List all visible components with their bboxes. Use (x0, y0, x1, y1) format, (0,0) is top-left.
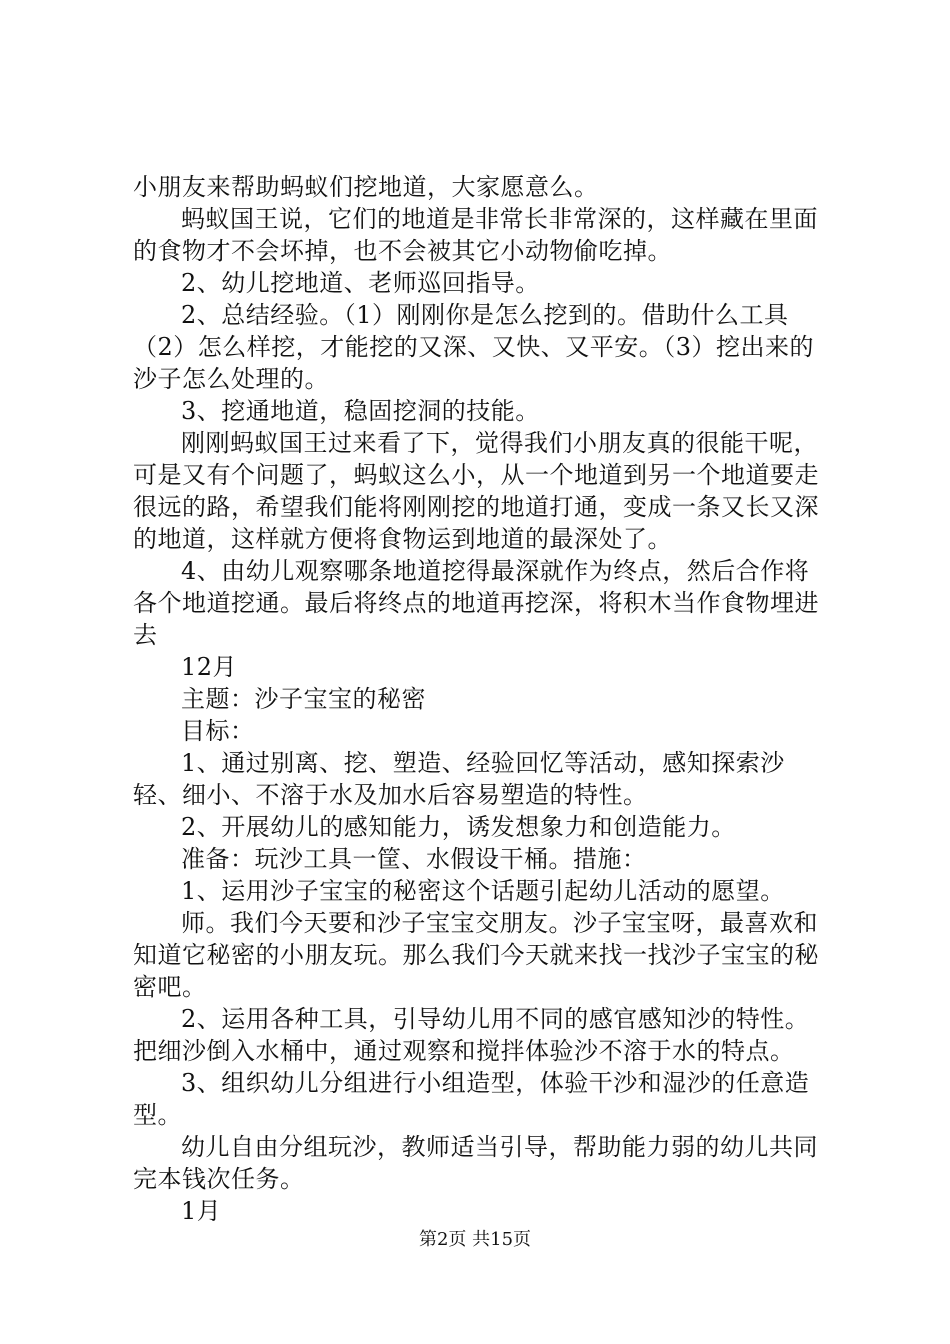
paragraph: 3、组织幼儿分组进行小组造型，体验干沙和湿沙的任意造型。 (133, 1069, 810, 1129)
paragraph: 准备：玩沙工具一筐、水假设干桶。措施： (181, 845, 647, 873)
section-month: 1月 (181, 1197, 222, 1225)
paragraph: 师。我们今天要和沙子宝宝交朋友。沙子宝宝呀，最喜欢和知道它秘密的小朋友玩。那么我们今天就来找一找沙子宝宝的秘密吧。 (133, 909, 819, 1001)
paragraph: 1、运用沙子宝宝的秘密这个话题引起幼儿活动的愿望。 (181, 877, 785, 905)
paragraph: 小朋友来帮助蚂蚁们挖地道，大家愿意么。 (133, 173, 599, 201)
section-goal-heading: 目标： (181, 717, 255, 745)
paragraph: 2、总结经验。（1）刚刚你是怎么挖到的。借助什么工具（2）怎么样挖，才能挖的又深、又快、又平安。（3）挖出来的沙子怎么处理的。 (133, 301, 815, 393)
paragraph: 刚刚蚂蚁国王过来看了下，觉得我们小朋友真的很能干呢，可是又有个问题了，蚂蚁这么小，从一个地道到另一个地道要走很远的路，希望我们能将刚刚挖的地道打通，变成一条又长又深的地道，这样就方便将食物运到地道的最深处了。 (133, 429, 819, 553)
section-theme: 主题：沙子宝宝的秘密 (181, 685, 426, 713)
document-body (133, 171, 833, 1227)
paragraph: 2、运用各种工具，引导幼儿用不同的感官感知沙的特性。把细沙倒入水桶中，通过观察和搅拌体验沙不溶于水的特点。 (133, 1005, 810, 1065)
page-number-label: 第2页 共15页 (418, 1229, 532, 1250)
paragraph: 幼儿自由分组玩沙，教师适当引导，帮助能力弱的幼儿共同完本钱次任务。 (133, 1133, 818, 1193)
paragraph: 1、通过别离、挖、塑造、经验回忆等活动，感知探索沙轻、细小、不溶于水及加水后容易塑造的特性。 (133, 749, 785, 809)
section-month: 12月 (181, 653, 238, 681)
paragraph: 2、开展幼儿的感知能力，诱发想象力和创造能力。 (181, 813, 736, 841)
paragraph: 4、由幼儿观察哪条地道挖得最深就作为终点，然后合作将各个地道挖通。最后将终点的地道再挖深，将积木当作食物埋进去 (133, 557, 819, 649)
paragraph: 2、幼儿挖地道、老师巡回指导。 (181, 269, 540, 297)
page-footer (0, 1228, 950, 1252)
paragraph: 3、挖通地道，稳固挖洞的技能。 (181, 397, 540, 425)
paragraph: 蚂蚁国王说，它们的地道是非常长非常深的，这样藏在里面的食物才不会坏掉，也不会被其它小动物偷吃掉。 (133, 205, 818, 265)
